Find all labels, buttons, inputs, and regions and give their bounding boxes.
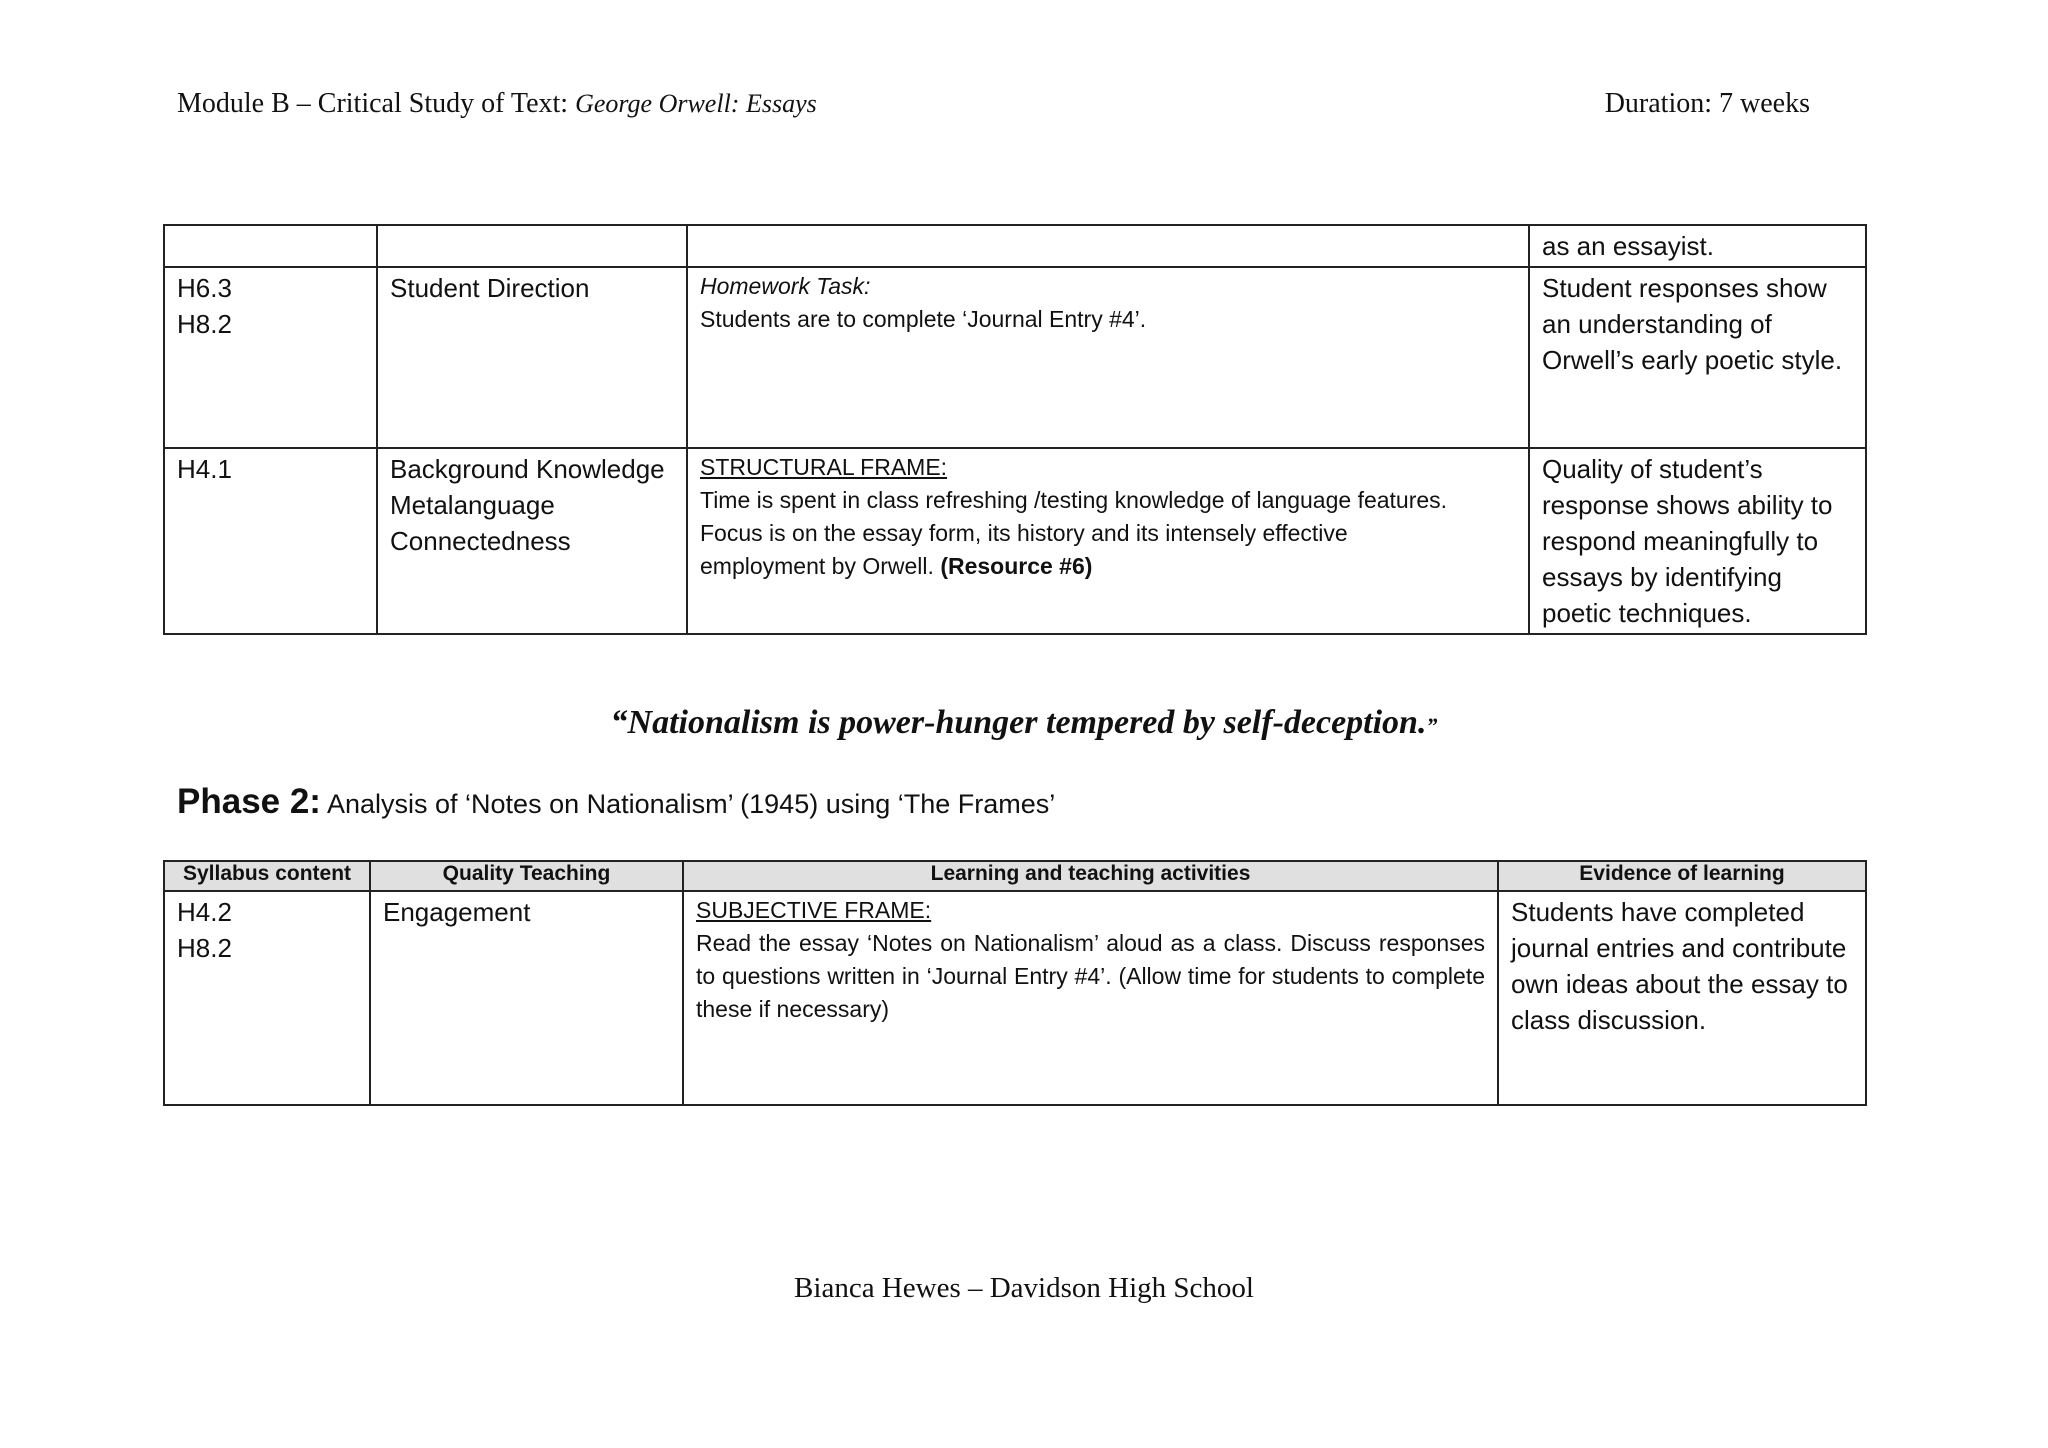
page-footer: Bianca Hewes – Davidson High School	[794, 1272, 1254, 1304]
evidence-cell	[1529, 267, 1866, 448]
quality-cell	[377, 448, 687, 634]
quality-item: Metalanguage	[390, 490, 555, 520]
syllabus-cell	[164, 891, 370, 1105]
duration-label: Duration: 7 weeks	[1604, 88, 1810, 119]
phase-subtitle: Analysis of ‘Notes on Nationalism’ (1945) using ‘The Frames’	[320, 789, 1056, 819]
quote-text: “Nationalism is power-hunger tempered by self-deception.	[610, 704, 1427, 741]
activity-cell	[687, 225, 1529, 267]
activity-text: Read the essay ‘Notes on Nationalism’ aloud as a class. Discuss responses to questions written in ‘Journal Entry #4’. (Allow time for students to complete these if necessary)	[696, 930, 1485, 1022]
quality-cell	[377, 225, 687, 267]
syllabus-code: H4.1	[177, 454, 232, 484]
text-title: George Orwell: Essays	[575, 89, 817, 118]
quality-item: Connectedness	[390, 526, 571, 556]
table-header-row	[164, 861, 1866, 891]
phase-heading	[177, 782, 1055, 822]
table-row	[164, 225, 1866, 267]
column-header: Quality Teaching	[370, 861, 683, 891]
evidence-text: Students have completed journal entries and contribute own ideas about the essay to class discussion.	[1511, 897, 1848, 1035]
activity-text: Time is spent in class refreshing /testing knowledge of language features.	[700, 487, 1448, 513]
phase-2-table	[163, 860, 1867, 1106]
syllabus-cell	[164, 448, 377, 634]
activity-text: employment by Orwell.	[700, 553, 934, 579]
syllabus-cell	[164, 225, 377, 267]
activity-text: Students are to complete ‘Journal Entry #4’.	[700, 306, 1147, 332]
quote-close-mark: ”	[1426, 713, 1438, 738]
quality-item: Engagement	[383, 897, 531, 927]
syllabus-code: H8.2	[177, 933, 232, 963]
quality-item: Background Knowledge	[390, 454, 665, 484]
activity-cell	[683, 891, 1498, 1105]
quality-cell	[377, 267, 687, 448]
syllabus-code: H8.2	[177, 309, 232, 339]
table-row	[164, 891, 1866, 1105]
quality-item: Student Direction	[390, 273, 590, 303]
activity-text: Focus is on the essay form, its history and its intensely effective	[700, 520, 1348, 546]
evidence-cell	[1529, 225, 1866, 267]
quality-cell	[370, 891, 683, 1105]
activity-heading: Homework Task:	[700, 273, 871, 299]
activity-heading: STRUCTURAL FRAME:	[700, 454, 948, 480]
column-header: Syllabus content	[164, 861, 370, 891]
evidence-cell	[1498, 891, 1866, 1105]
orwell-quote	[0, 704, 2048, 742]
phase-title: Phase 2:	[177, 782, 321, 821]
column-header: Learning and teaching activities	[683, 861, 1498, 891]
evidence-text: Quality of student’s response shows ability to respond meaningfully to essays by identifying poetic techniques.	[1542, 454, 1833, 628]
page-header-module	[177, 88, 817, 120]
column-header: Evidence of learning	[1498, 861, 1866, 891]
syllabus-cell	[164, 267, 377, 448]
activities-table-continued	[163, 224, 1867, 635]
activity-cell	[687, 448, 1529, 634]
activity-cell	[687, 267, 1529, 448]
module-title: Module B – Critical Study of Text:	[177, 88, 576, 119]
evidence-text: Student responses show an understanding of Orwell’s early poetic style.	[1542, 273, 1843, 375]
table-row	[164, 267, 1866, 448]
resource-reference: (Resource #6)	[940, 553, 1093, 579]
evidence-text: as an essayist.	[1542, 231, 1714, 261]
syllabus-code: H4.2	[177, 897, 232, 927]
syllabus-code: H6.3	[177, 273, 232, 303]
table-row	[164, 448, 1866, 634]
activity-heading: SUBJECTIVE FRAME:	[696, 897, 932, 923]
evidence-cell	[1529, 448, 1866, 634]
